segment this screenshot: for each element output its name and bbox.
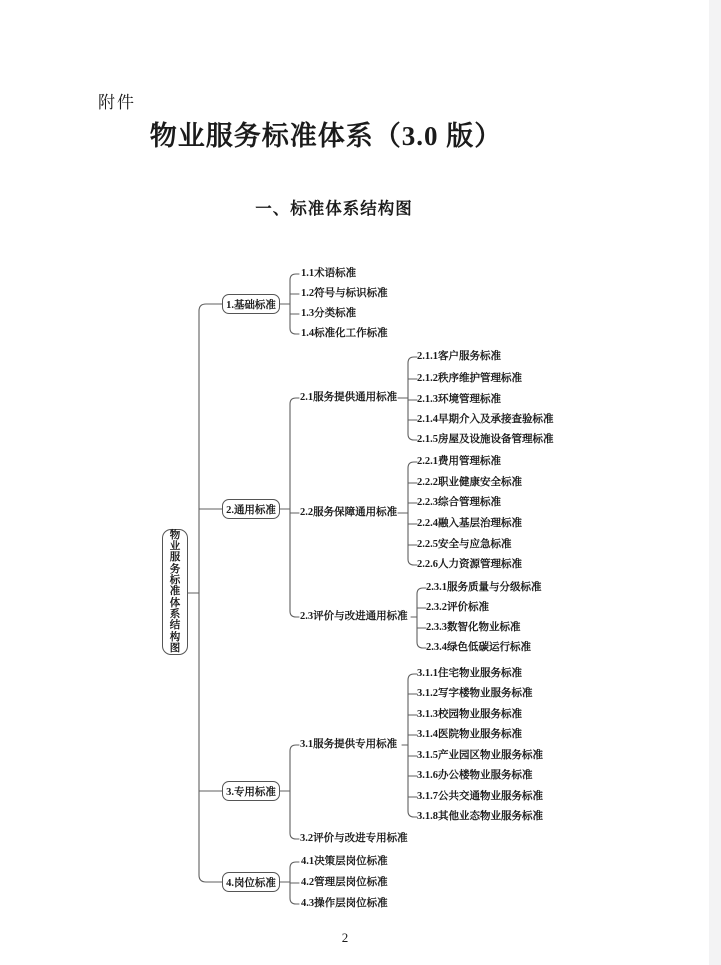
branch-position-standards: 4.岗位标准 bbox=[222, 872, 280, 892]
tree-node: 2.1.1客户服务标准 bbox=[417, 351, 501, 362]
tree-root-label: 物业服务标准体系结构图 bbox=[169, 529, 181, 654]
tree-node: 1.3分类标准 bbox=[301, 308, 357, 319]
tree-node: 3.1.7公共交通物业服务标准 bbox=[417, 791, 543, 802]
tree-root-node bbox=[162, 529, 188, 655]
branch1-bracket bbox=[280, 274, 299, 334]
tree-node: 2.1.5房屋及设施设备管理标准 bbox=[417, 434, 554, 445]
tree-node: 1.1术语标准 bbox=[301, 268, 357, 279]
tree-node: 3.1.8其他业态物业服务标准 bbox=[417, 811, 543, 822]
tree-node: 2.2.5安全与应急标准 bbox=[417, 539, 512, 550]
tree-node: 2.1.3环境管理标准 bbox=[417, 394, 501, 405]
page-number: 2 bbox=[341, 930, 349, 945]
branch-general-standards: 2.通用标准 bbox=[222, 499, 280, 519]
scan-edge-strip bbox=[709, 0, 721, 965]
tree-node: 2.2.4融入基层治理标准 bbox=[417, 518, 522, 529]
tree-node: 3.1.5产业园区物业服务标准 bbox=[417, 750, 543, 761]
tree-node: 2.2.1费用管理标准 bbox=[417, 456, 501, 467]
group22-bracket bbox=[398, 462, 417, 565]
tree-node: 1.2符号与标识标准 bbox=[301, 288, 388, 299]
trunk-connector bbox=[186, 304, 222, 882]
tree-node: 1.4标准化工作标准 bbox=[301, 328, 388, 339]
branch4-bracket bbox=[280, 862, 299, 904]
tree-node: 3.1.3校园物业服务标准 bbox=[417, 709, 522, 720]
group23-bracket bbox=[411, 588, 426, 648]
branch-basic-standards: 1.基础标准 bbox=[222, 294, 280, 314]
attachment-label: 附件 bbox=[98, 93, 136, 112]
tree-node-group-31: 3.1服务提供专用标准 bbox=[300, 739, 398, 750]
tree-node-group-23: 2.3评价与改进通用标准 bbox=[300, 611, 408, 622]
tree-node: 3.1.4医院物业服务标准 bbox=[417, 729, 522, 740]
tree-node: 4.2管理层岗位标准 bbox=[301, 877, 388, 888]
section-heading: 一、标准体系结构图 bbox=[255, 199, 413, 218]
tree-node: 2.3.2评价标准 bbox=[426, 602, 489, 613]
tree-node: 2.3.1服务质量与分级标准 bbox=[426, 582, 542, 593]
tree-node: 2.2.2职业健康安全标准 bbox=[417, 477, 522, 488]
branch2-bracket bbox=[280, 398, 299, 617]
tree-node: 3.1.6办公楼物业服务标准 bbox=[417, 770, 533, 781]
branch-special-standards: 3.专用标准 bbox=[222, 781, 280, 801]
tree-node-group-21: 2.1服务提供通用标准 bbox=[300, 392, 398, 403]
group31-bracket bbox=[402, 674, 417, 817]
tree-node: 3.1.2写字楼物业服务标准 bbox=[417, 688, 533, 699]
tree-node-group-22: 2.2服务保障通用标准 bbox=[300, 507, 398, 518]
tree-node: 3.1.1住宅物业服务标准 bbox=[417, 668, 522, 679]
tree-node: 4.1决策层岗位标准 bbox=[301, 856, 388, 867]
tree-node: 2.3.4绿色低碳运行标准 bbox=[426, 642, 531, 653]
tree-node: 2.2.3综合管理标准 bbox=[417, 497, 501, 508]
page-title: 物业服务标准体系（3.0 版） bbox=[149, 121, 503, 151]
tree-node: 2.1.4早期介入及承接查验标准 bbox=[417, 414, 554, 425]
tree-node: 2.2.6人力资源管理标准 bbox=[417, 559, 522, 570]
group21-bracket bbox=[398, 357, 417, 440]
tree-node: 2.3.3数智化物业标准 bbox=[426, 622, 521, 633]
tree-node: 3.2评价与改进专用标准 bbox=[300, 833, 408, 844]
branch3-bracket bbox=[280, 745, 299, 839]
tree-node: 4.3操作层岗位标准 bbox=[301, 898, 388, 909]
tree-node: 2.1.2秩序维护管理标准 bbox=[417, 373, 522, 384]
